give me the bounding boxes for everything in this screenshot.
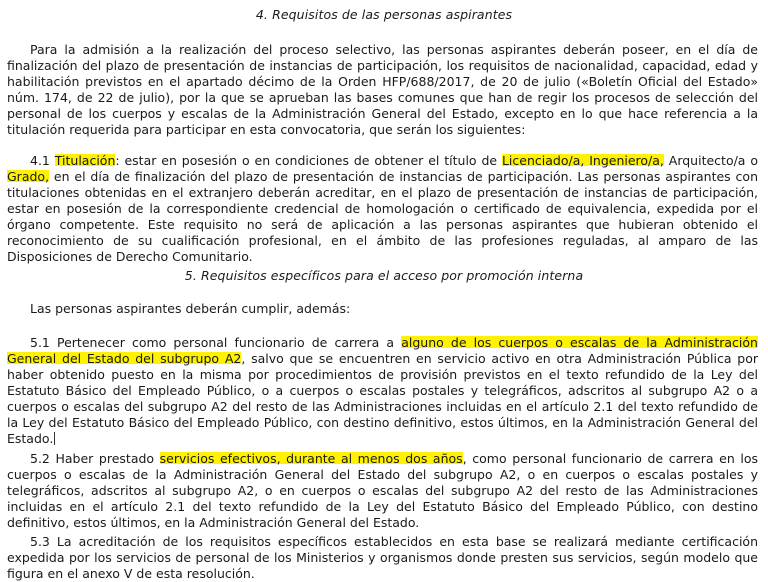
paragraph-line: Para la admisión a la realización del proceso selectivo, las personas aspirantes deberán poseer, en el día de — [30, 42, 758, 57]
item-5-1-line-1: 5.1 Pertenecer como personal funcionario de carrera a alguno de los cuerpos o escalas de la Administración — [30, 335, 758, 350]
item-5-2-line-1: 5.2 Haber prestado servicios efectivos, durante al menos dos años, como personal funcionario de carrera en los — [30, 451, 758, 466]
item-5-1-line-2: General del Estado del subgrupo A2, salvo que se encuentren en servicio activo en otra Administración Pública por — [7, 351, 758, 366]
paragraph-line: haber obtenido puesto en la misma por procedimientos de provisión previstos en el texto refundido de la Ley del — [7, 367, 758, 382]
highlight-servicios: servicios efectivos, durante al menos dos años — [159, 451, 463, 466]
paragraph-line: Disposiciones de Derecho Comunitario. — [7, 249, 253, 264]
text-cursor — [54, 432, 55, 445]
paragraph-line: finalización del plazo de presentación de instancias de participación, los requisitos de nacionalidad, capacidad, edad y — [7, 58, 758, 73]
highlight-degrees: Licenciado/a, Ingeniero/a, — [501, 153, 664, 168]
paragraph-line: figura en el anexo V de esta resolución. — [7, 566, 255, 581]
item-5-1-last-line: Estado. — [7, 431, 54, 446]
paragraph-line: 5.3 La acreditación de los requisitos específicos establecidos en esta base se realizará mediante certificación — [30, 534, 758, 549]
paragraph-line: órgano competente. Este requisito no será de aplicación a las personas aspirantes que hubieran obtenido el — [7, 217, 758, 232]
section-5-heading: 5. Requisitos específicos para el acceso por promoción interna — [184, 268, 584, 283]
highlight-titulacion: Titulación — [54, 153, 116, 168]
paragraph-line: reconocimiento de su cualificación profesional, en el ámbito de las profesiones reguladas, al amparo de las — [7, 233, 758, 248]
highlight-grado: Grado, — [7, 169, 50, 184]
highlight-subgrupo: General del Estado del subgrupo A2 — [7, 351, 242, 366]
paragraph-line: titulación requerida para participar en esta convocatoria, que serán los siguientes: — [7, 122, 526, 137]
paragraph-line: habilitación previstos en el apartado décimo de la Orden HFP/688/2017, de 20 de julio («Boletín Oficial del Estado» — [7, 74, 758, 89]
paragraph-line: titulaciones obtenidas en el extranjero deberán acreditar, en el plazo de presentación de instancias de participación, — [7, 185, 758, 200]
paragraph-line: expedida por los servicios de personal de los Ministerios y organismos donde presten sus servicios, según modelo que — [7, 550, 758, 565]
section-5-intro: Las personas aspirantes deberán cumplir, además: — [30, 301, 351, 316]
titulacion-line-1: 4.1 Titulación: estar en posesión o en condiciones de obtener el título de Licenciado/a, Ingeniero/a, Arquitecto/a o — [30, 153, 758, 168]
paragraph-line: cuerpos o escalas del subgrupo A2 del resto de las Administraciones incluidas en el artículo 2.1 del texto refundido de — [7, 399, 758, 414]
highlight-cuerpos: alguno de los cuerpos o escalas de la Administración — [401, 335, 758, 350]
paragraph-line: núm. 174, de 22 de julio), por la que se aprueban las bases comunes que han de regir los procesos de selección del — [7, 90, 758, 105]
titulacion-line-2: Grado, en el día de finalización del plazo de presentación de instancias de participación. Las personas aspirantes con — [7, 169, 758, 184]
section-4-heading: 4. Requisitos de las personas aspirantes — [255, 7, 513, 22]
paragraph-line: personal de los cuerpos y escalas de la Administración General del Estado, excepto en lo que hace referencia a la — [7, 106, 758, 121]
paragraph-line: la Ley del Estatuto Básico del Empleado Público, con destino definitivo, estos últimos, en la Administración General del — [7, 415, 758, 430]
paragraph-line: incluidas en el artículo 2.1 del texto refundido de la Ley del Estatuto Básico del Empleado Público, con destino — [7, 499, 758, 514]
paragraph-line: telegráficos, adscritos al subgrupo A2, o en cuerpos o escalas del subgrupo A2 del resto de las Administraciones — [7, 483, 758, 498]
paragraph-line: cuerpos o escalas de la Administración General del Estado del subgrupo A2, o en cuerpos o escalas postales y — [7, 467, 758, 482]
paragraph-line: definitivo, estos últimos, en la Administración General del Estado. — [7, 515, 420, 530]
paragraph-line: Estatuto Básico del Empleado Público, o a cuerpos o escalas postales y telegráficos, adscritos al subgrupo A2 o a — [7, 383, 758, 398]
paragraph-line: estar en posesión de la correspondiente credencial de homologación o certificado de equivalencia, expedida por el — [7, 201, 758, 216]
